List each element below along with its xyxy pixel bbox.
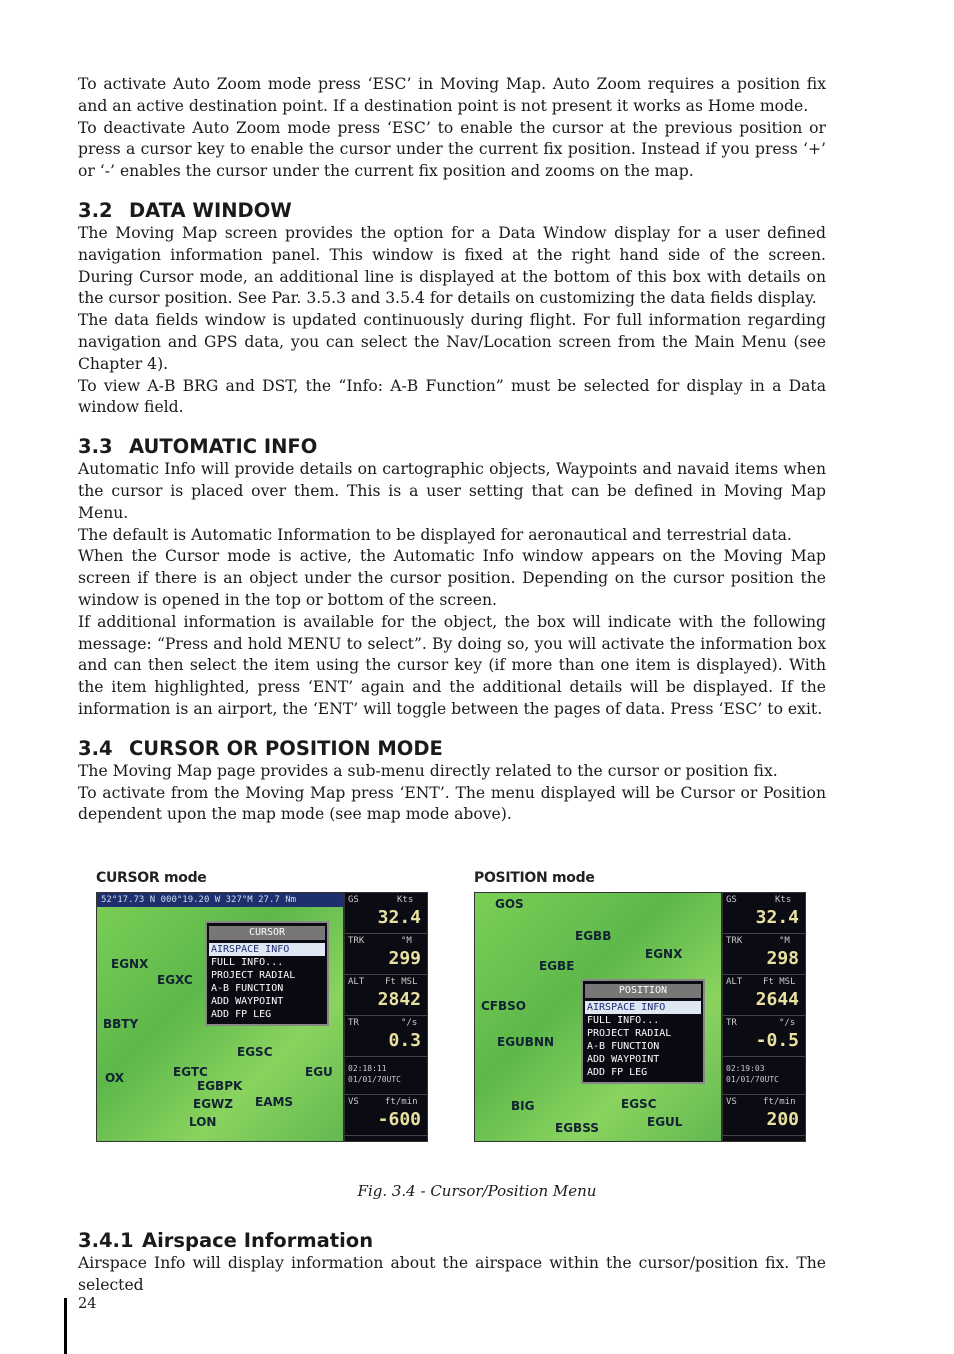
data-window [721, 893, 805, 1141]
figure-position-mode [474, 870, 806, 1142]
menu-item-add-fp-leg[interactable]: ADD FP LEG [211, 1009, 272, 1020]
figure-cursor-mode [96, 870, 428, 1142]
figure-caption: Fig. 3.4 - Cursor/Position Menu [357, 1182, 597, 1200]
device-screenshot [474, 892, 806, 1142]
paragraph: The Moving Map screen provides the option for a Data Window display for a user defined navigation information panel. This window is fixed at the right hand side of the screen. During Cursor mode, an additional line is displayed at the bottom of this box with details on the cursor position. See Par. 3.5.3 and 3.5.4 for details on customizing the data fields display. [78, 223, 826, 308]
map-label: OX [105, 1071, 125, 1085]
map-label: EGSC [237, 1045, 273, 1059]
map-label: LON [189, 1115, 217, 1129]
map-label: EAMS [255, 1095, 294, 1109]
page-body [78, 74, 826, 826]
data-field-vs: VS ft/min -600 [345, 1095, 427, 1136]
section-automatic-info [78, 435, 826, 721]
menu-title: POSITION [585, 984, 701, 998]
data-field-time: 02:19:03 01/01/70UTC [723, 1057, 805, 1095]
data-field-tr: TR °/s -0.5 [723, 1016, 805, 1057]
map-label: GOS [495, 897, 524, 911]
section-airspace-information [78, 1229, 826, 1297]
map-label: EGWZ [193, 1097, 233, 1111]
menu-item-project-radial[interactable]: PROJECT RADIAL [587, 1028, 672, 1039]
menu-item-full-info[interactable]: FULL INFO... [587, 1015, 660, 1026]
paragraph: If additional information is available for the object, the box will indicate with the following message: “Press and hold MENU to select”. By doing so, you will activate the information box and can then select the item using the cursor key (if more than one item is displayed). With the item highlighted, press ‘ENT’ again and the additional details will be displayed. If the information is an airport, the ‘ENT’ will toggle between the pages of data. Press ‘ESC’ to exit. [78, 612, 826, 718]
menu-title: CURSOR [209, 926, 325, 940]
paragraph: When the Cursor mode is active, the Automatic Info window appears on the Moving Map screen if there is an object under the cursor position. Depending on the cursor position the window is opened in the top or bottom of the screen. [78, 547, 826, 609]
paragraph: The Moving Map page provides a sub-menu directly related to the cursor or position fix. [78, 761, 778, 780]
menu-item-full-info[interactable]: FULL INFO... [211, 957, 284, 968]
menu-item-ab-function[interactable]: A-B FUNCTION [587, 1041, 660, 1052]
margin-rule [64, 1298, 67, 1354]
paragraph: To view A-B BRG and DST, the “Info: A-B Function” must be selected for display in a Data window field. [78, 376, 826, 417]
menu-item-add-fp-leg[interactable]: ADD FP LEG [587, 1067, 648, 1078]
map-label: CFBSO [481, 999, 526, 1013]
figure-label: CURSOR mode [96, 870, 207, 886]
page-number: 24 [78, 1296, 97, 1312]
cursor-menu [205, 921, 329, 1026]
data-field-time: 02:18:11 01/01/70UTC [345, 1057, 427, 1095]
position-bar: 52°17.73 N 000°19.20 W 327°M 27.7 Nm [97, 893, 343, 907]
data-field-trk: TRK °M 299 [345, 934, 427, 975]
section-heading: 3.3 AUTOMATIC INFO [78, 435, 318, 459]
section-heading: 3.2 DATA WINDOW [78, 198, 292, 222]
data-field-vs: VS ft/min 200 [723, 1095, 805, 1136]
map-label: EGBSS [555, 1121, 599, 1135]
paragraph: The data fields window is updated continuously during flight. For full information regarding navigation and GPS data, you can select the Nav/Location screen from the Main Menu (see Chapter 4). [78, 311, 826, 373]
paragraph: The default is Automatic Information to be displayed for aeronautical and terrestrial data. [78, 525, 792, 544]
map-label: EGNX [111, 957, 149, 971]
data-field-tr: TR °/s 0.3 [345, 1016, 427, 1057]
map-label: EGUL [647, 1115, 683, 1129]
section-heading: 3.4 CURSOR OR POSITION MODE [78, 736, 443, 760]
moving-map [475, 893, 721, 1141]
map-label: EGU [305, 1065, 333, 1079]
data-field-gs: GS Kts 32.4 [345, 893, 427, 934]
intro-paragraph-1: To activate Auto Zoom mode press ‘ESC’ in Moving Map. Auto Zoom requires a position fix and an active destination point. If a destination point is not present it works as Home mode. [78, 75, 826, 115]
paragraph: To activate from the Moving Map press ‘ENT’. The menu displayed will be Cursor or Position dependent upon the map mode (see map mode above). [78, 783, 826, 824]
data-window [343, 893, 427, 1141]
section-cursor-position-mode [78, 737, 826, 826]
menu-item-project-radial[interactable]: PROJECT RADIAL [211, 970, 296, 981]
map-label: BBTY [103, 1017, 139, 1031]
section-data-window [78, 199, 826, 419]
intro-paragraph-2: To deactivate Auto Zoom mode press ‘ESC’ to enable the cursor at the previous position or press a cursor key to enable the cursor under the current fix position. Instead if you press ‘+’ or ‘-’ enables the cursor under the current fix position and zooms on the map. [78, 118, 826, 181]
map-label: EGTC [173, 1065, 208, 1079]
map-label: EGBPK [197, 1079, 243, 1093]
menu-item-airspace-info[interactable]: AIRSPACE INFO [209, 943, 325, 956]
paragraph: Airspace Info will display information about the airspace within the cursor/position fix. The selected [78, 1254, 826, 1294]
map-label: EGNX [645, 947, 683, 961]
data-field-trk: TRK °M 298 [723, 934, 805, 975]
map-label: BIG [511, 1099, 535, 1113]
figure-label: POSITION mode [474, 870, 595, 886]
figure-row [96, 870, 816, 1148]
map-label: EGXC [157, 973, 193, 987]
menu-item-airspace-info[interactable]: AIRSPACE INFO [585, 1001, 701, 1014]
device-screenshot [96, 892, 428, 1142]
moving-map [97, 893, 343, 1141]
paragraph: Automatic Info will provide details on cartographic objects, Waypoints and navaid items when the cursor is placed over them. This is a user setting that can be defined in Moving Map Menu. [78, 460, 826, 522]
position-menu [581, 979, 705, 1084]
menu-item-ab-function[interactable]: A-B FUNCTION [211, 983, 284, 994]
map-label: EGSC [621, 1097, 657, 1111]
map-label: EGUBNN [497, 1035, 555, 1049]
map-label: EGBE [539, 959, 575, 973]
data-field-gs: GS Kts 32.4 [723, 893, 805, 934]
data-field-alt: ALT Ft MSL 2842 [345, 975, 427, 1016]
subsection-heading: 3.4.1 Airspace Information [78, 1229, 374, 1252]
data-field-alt: ALT Ft MSL 2644 [723, 975, 805, 1016]
menu-item-add-waypoint[interactable]: ADD WAYPOINT [211, 996, 284, 1007]
menu-item-add-waypoint[interactable]: ADD WAYPOINT [587, 1054, 660, 1065]
map-label: EGBB [575, 929, 612, 943]
